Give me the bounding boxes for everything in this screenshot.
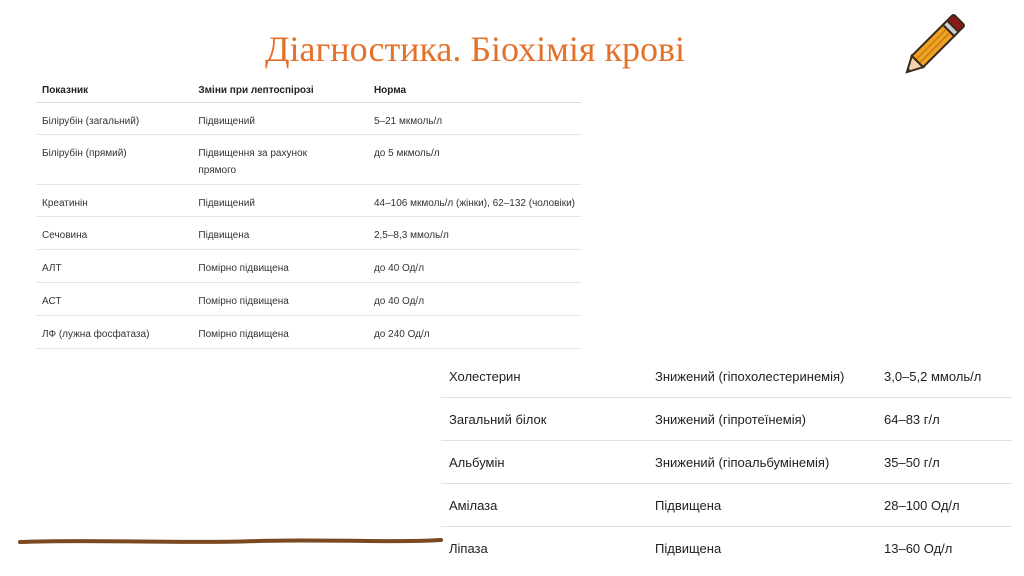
column-header: Зміни при лептоспірозі bbox=[192, 78, 368, 103]
table-cell: 13–60 Од/л bbox=[884, 540, 953, 556]
table-cell: Білірубін (загальний) bbox=[36, 103, 192, 135]
table-cell: Холестерин bbox=[441, 355, 647, 398]
table-cell: 64–83 г/л bbox=[876, 398, 1012, 441]
table-cell: до 40 Од/л bbox=[368, 283, 581, 316]
table-cell: ЛФ (лужна фосфатаза) bbox=[36, 316, 192, 349]
table-cell: АЛТ bbox=[36, 250, 192, 283]
table-cell: 44–106 мкмоль/л (жінки), 62–132 (чоловіки) bbox=[368, 185, 581, 217]
table-cell: Знижений (гіпоальбумінемія) bbox=[647, 441, 876, 484]
table-row bbox=[441, 527, 1012, 570]
table-header-row bbox=[36, 78, 581, 103]
table-cell: Сечовина bbox=[36, 217, 192, 250]
column-header: Норма bbox=[368, 78, 581, 103]
table-row bbox=[36, 250, 581, 283]
table-cell: Підвищений bbox=[192, 103, 368, 135]
pencil-icon bbox=[893, 8, 973, 84]
table-cell: Ліпаза bbox=[449, 540, 488, 556]
table-cell: Знижений (гіпротеїнемія) bbox=[647, 398, 876, 441]
table-cell: Амілаза bbox=[441, 484, 647, 527]
table-cell: до 240 Од/л bbox=[368, 316, 581, 349]
table-cell: до 40 Од/л bbox=[368, 250, 581, 283]
table-cell: Білірубін (прямий) bbox=[36, 135, 192, 185]
table-cell: 3,0–5,2 ммоль/л bbox=[876, 355, 1012, 398]
table-cell: Помірно підвищена bbox=[192, 283, 368, 316]
table-cell: Підвищена bbox=[655, 540, 722, 556]
table-cell: Підвищена bbox=[192, 217, 368, 250]
table-cell: 35–50 г/л bbox=[876, 441, 1012, 484]
table-cell: Підвищена bbox=[647, 484, 876, 527]
table-cell: 28–100 Од/л bbox=[876, 484, 1012, 527]
table-cell: Альбумін bbox=[441, 441, 647, 484]
column-header: Показник bbox=[36, 78, 192, 103]
table-cell: Помірно підвищена bbox=[192, 316, 368, 349]
table-row bbox=[36, 103, 581, 135]
biochemistry-table-1 bbox=[36, 78, 581, 349]
table-row bbox=[441, 441, 1012, 484]
table-cell: до 5 мкмоль/л bbox=[368, 135, 581, 185]
table-cell: Знижений (гіпохолестеринемія) bbox=[647, 355, 876, 398]
table-row bbox=[36, 217, 581, 250]
table-row bbox=[36, 135, 581, 185]
table-cell: 5–21 мкмоль/л bbox=[368, 103, 581, 135]
table-cell: Креатинін bbox=[36, 185, 192, 217]
biochemistry-table-2 bbox=[441, 355, 1012, 569]
table-cell: Підвищений bbox=[192, 185, 368, 217]
table-cell: 2,5–8,3 ммоль/л bbox=[368, 217, 581, 250]
table-row bbox=[36, 283, 581, 316]
table-row bbox=[441, 355, 1012, 398]
table-cell: Підвищення за рахунок прямого bbox=[192, 135, 368, 185]
table-row bbox=[441, 484, 1012, 527]
table-row bbox=[36, 316, 581, 349]
table-cell: АСТ bbox=[36, 283, 192, 316]
table-cell: Помірно підвищена bbox=[192, 250, 368, 283]
slide-title: Діагностика. Біохімія крові bbox=[265, 29, 685, 69]
table-row bbox=[36, 185, 581, 217]
decorative-divider bbox=[18, 536, 443, 546]
table-row bbox=[441, 398, 1012, 441]
table-cell: Загальний білок bbox=[441, 398, 647, 441]
